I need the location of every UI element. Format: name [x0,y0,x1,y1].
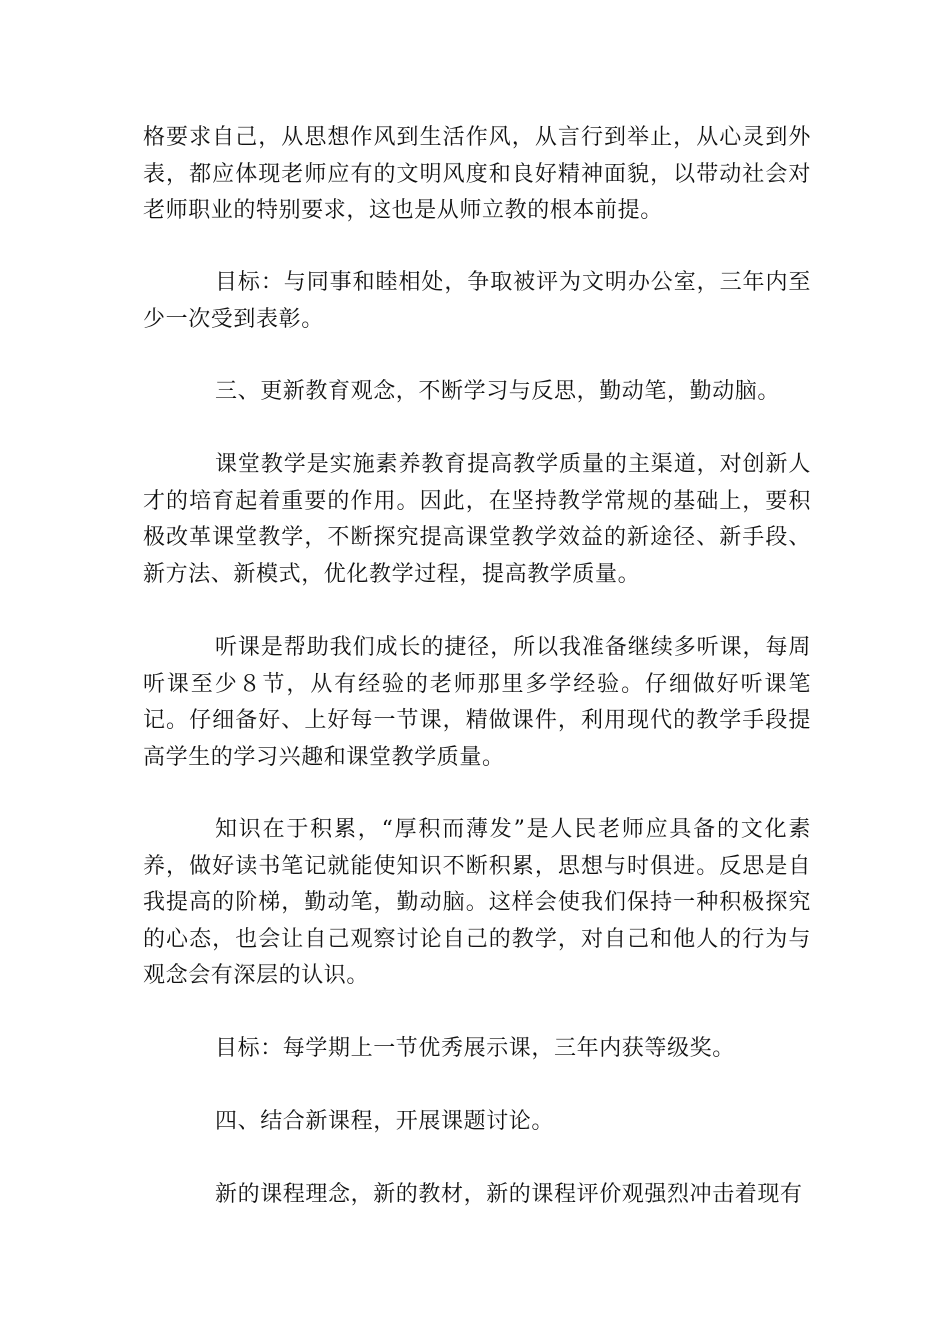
paragraph-knowledge-accumulation: 知识在于积累，“厚积而薄发”是人民老师应具备的文化素养，做好读书笔记就能使知识不断积累，思想与时俱进。反思是自我提高的阶梯，勤动笔，勤动脑。这样会使我们保持一种积极探究的心态，也会让自己观察讨论自己的教学，对自己和他人的行为与观念会有深层的认识。 [143,817,811,988]
paragraph-classroom-teaching: 课堂教学是实施素养教育提高教学质量的主渠道，对创新人才的培育起着重要的作用。因此，在坚持教学常规的基础上，要积极改革课堂教学，不断探究提高课堂教学效益的新途径、新手段、新方法、新模式，优化教学过程，提高教学质量。 [143,452,811,587]
section-heading-three: 三、更新教育观念，不断学习与反思，勤动笔，勤动脑。 [215,379,781,404]
paragraph-goal-colleagues: 目标：与同事和睦相处，争取被评为文明办公室，三年内至少一次受到表彰。 [143,270,811,332]
paragraph-continuation: 格要求自己，从思想作风到生活作风，从言行到举止，从心灵到外表，都应体现老师应有的文明风度和良好精神面貌，以带动社会对老师职业的特别要求，这也是从师立教的根本前提。 [143,125,811,223]
paragraph-lesson-observation: 听课是帮助我们成长的捷径，所以我准备继续多听课，每周听课至少８节，从有经验的老师那里多学经验。仔细做好听课笔记。仔细备好、上好每一节课，精做课件，利用现代的教学手段提高学生的学习兴趣和课堂教学质量。 [143,635,811,770]
paragraph-new-curriculum: 新的课程理念，新的教材，新的课程评价观强烈冲击着现有 [215,1182,803,1207]
section-heading-four: 四、结合新课程，开展课题讨论。 [215,1109,555,1134]
paragraph-goal-showcase: 目标：每学期上一节优秀展示课，三年内获等级奖。 [215,1036,735,1061]
